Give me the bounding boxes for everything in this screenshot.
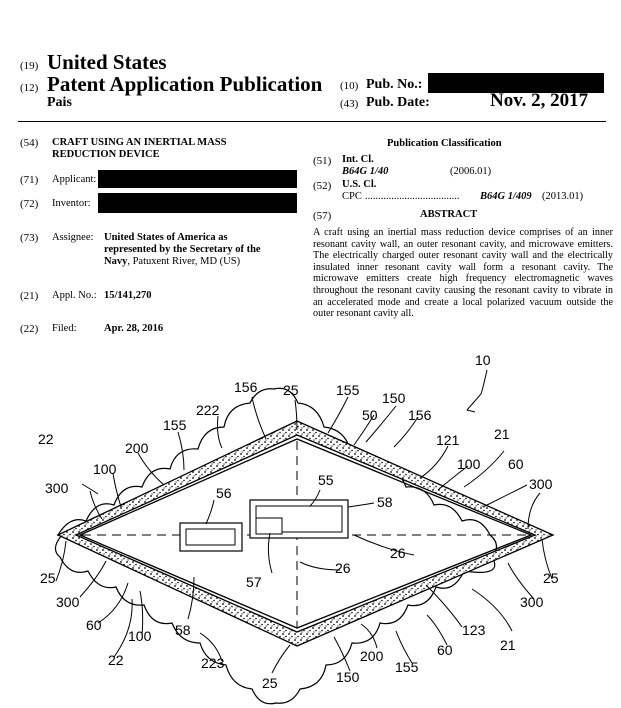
ref-200-top: 200 (125, 440, 149, 456)
assignee-navy: Navy (104, 256, 128, 267)
inid-code-12: (12) (20, 82, 39, 94)
ref-10: 10 (475, 352, 491, 368)
ref-200-bottom: 200 (360, 648, 384, 664)
ref-56: 56 (216, 485, 232, 501)
ref-21-bottom: 21 (500, 637, 516, 653)
ref-100-left: 100 (93, 461, 117, 477)
country: United States (47, 50, 167, 74)
pub-date: Nov. 2, 2017 (490, 90, 589, 111)
inid-code-54: (54) (20, 137, 39, 149)
ref-60-bottom: 60 (437, 642, 453, 658)
ref-121: 121 (436, 432, 460, 448)
ref-150-bottom: 150 (336, 669, 360, 685)
title-line-2: REDUCTION DEVICE (52, 149, 160, 160)
inid-code-21: (21) (20, 290, 39, 302)
ref-26-right: 26 (390, 545, 406, 561)
inventor-short-name: Pais (47, 95, 72, 110)
ref-58-bottom: 58 (175, 622, 191, 638)
inid-code-73: (73) (20, 232, 39, 244)
title-line-1: CRAFT USING AN INERTIAL MASS (52, 137, 227, 148)
ref-55: 55 (318, 472, 334, 488)
assignee-line-1: United States of America as (104, 232, 228, 243)
ref-25-left: 25 (40, 570, 56, 586)
inid-code-43: (43) (340, 98, 359, 110)
inid-code-71: (71) (20, 174, 39, 186)
ref-222: 222 (196, 402, 220, 418)
int-cl-code: B64G 1/40 (342, 166, 389, 177)
ref-123: 123 (462, 622, 486, 638)
abstract-text: A craft using an inertial mass reduction device comprises of an inner resonant cavity wall, an outer resonant cavity, and microwave emitters. The electrically charged outer resonant cavity wall and the electrically insulated inner resonant cavity wall form a resonant cavity. The microwave emitters create high frequency electromagnetic waves throughout the resonant cavity causing the resonant cavity to vibrate in an accelerated mode and create a local polarized vacuum outside the outer resonant cavity all. (313, 227, 613, 320)
publication-classification-heading: Publication Classification (387, 138, 502, 149)
ref-22-top: 22 (38, 431, 54, 447)
ref-57: 57 (246, 574, 262, 590)
cpc-label: CPC (342, 191, 362, 202)
header-rule (18, 121, 606, 122)
inid-code-19: (19) (20, 60, 39, 72)
cpc-dots: .................................... (365, 191, 460, 202)
ref-25-top: 25 (283, 382, 299, 398)
ref-300-bottom-left: 300 (56, 594, 80, 610)
inid-code-57: (57) (313, 210, 332, 222)
assignee-location: , Patuxent River, MD (US) (127, 256, 241, 267)
redacted-inventor (98, 193, 297, 213)
inid-code-51: (51) (313, 155, 332, 167)
inid-code-52: (52) (313, 180, 332, 192)
ref-156-top-right: 156 (408, 407, 432, 423)
ref-156-top-left: 156 (234, 379, 258, 395)
int-cl-date: (2006.01) (450, 166, 492, 177)
abstract-heading: ABSTRACT (420, 209, 478, 220)
applicant-label: Applicant: (52, 174, 97, 185)
patent-figure (0, 345, 621, 708)
filed-date: Apr. 28, 2016 (104, 323, 164, 334)
ref-300-top-left: 300 (45, 480, 69, 496)
ref-60-top: 60 (508, 456, 524, 472)
filed-label: Filed: (52, 323, 77, 334)
ref-300-bottom-right: 300 (520, 594, 544, 610)
pub-date-label: Pub. Date: (366, 95, 430, 110)
appl-no: 15/141,270 (104, 290, 152, 301)
ref-58-top: 58 (377, 494, 393, 510)
inventor-label: Inventor: (52, 198, 91, 209)
assignee-label: Assignee: (52, 232, 94, 243)
ref-25-right: 25 (543, 570, 559, 586)
ref-22-bottom: 22 (108, 652, 124, 668)
ref-60-left: 60 (86, 617, 102, 633)
cpc-date: (2013.01) (542, 191, 584, 202)
redacted-applicant (98, 170, 297, 188)
ref-155-bottom: 155 (395, 659, 419, 675)
appl-no-label: Appl. No.: (52, 290, 97, 301)
ref-25-bottom: 25 (262, 675, 278, 691)
ref-150-top: 150 (382, 390, 406, 406)
document-type: Patent Application Publication (47, 72, 323, 96)
ref-223: 223 (201, 655, 225, 671)
inid-code-72: (72) (20, 198, 39, 210)
component-57 (256, 518, 282, 534)
ref-100-right: 100 (457, 456, 481, 472)
pub-no-label: Pub. No.: (366, 77, 423, 92)
assignee-line-3 (104, 256, 240, 267)
ref-26-center: 26 (335, 560, 351, 576)
us-cl-label: U.S. Cl. (342, 179, 377, 190)
cpc-code: B64G 1/409 (480, 191, 532, 202)
ref-155-left: 155 (163, 417, 187, 433)
ref-100-bottom: 100 (128, 628, 152, 644)
inid-code-10: (10) (340, 80, 359, 92)
ref-300-top-right: 300 (529, 476, 553, 492)
ref-155-top: 155 (336, 382, 360, 398)
inid-code-22: (22) (20, 323, 39, 335)
int-cl-label: Int. Cl. (342, 154, 374, 165)
assignee-line-2: represented by the Secretary of the (104, 244, 261, 255)
ref-21-top: 21 (494, 426, 510, 442)
ref-50: 50 (362, 407, 378, 423)
component-56-inner (186, 529, 235, 545)
